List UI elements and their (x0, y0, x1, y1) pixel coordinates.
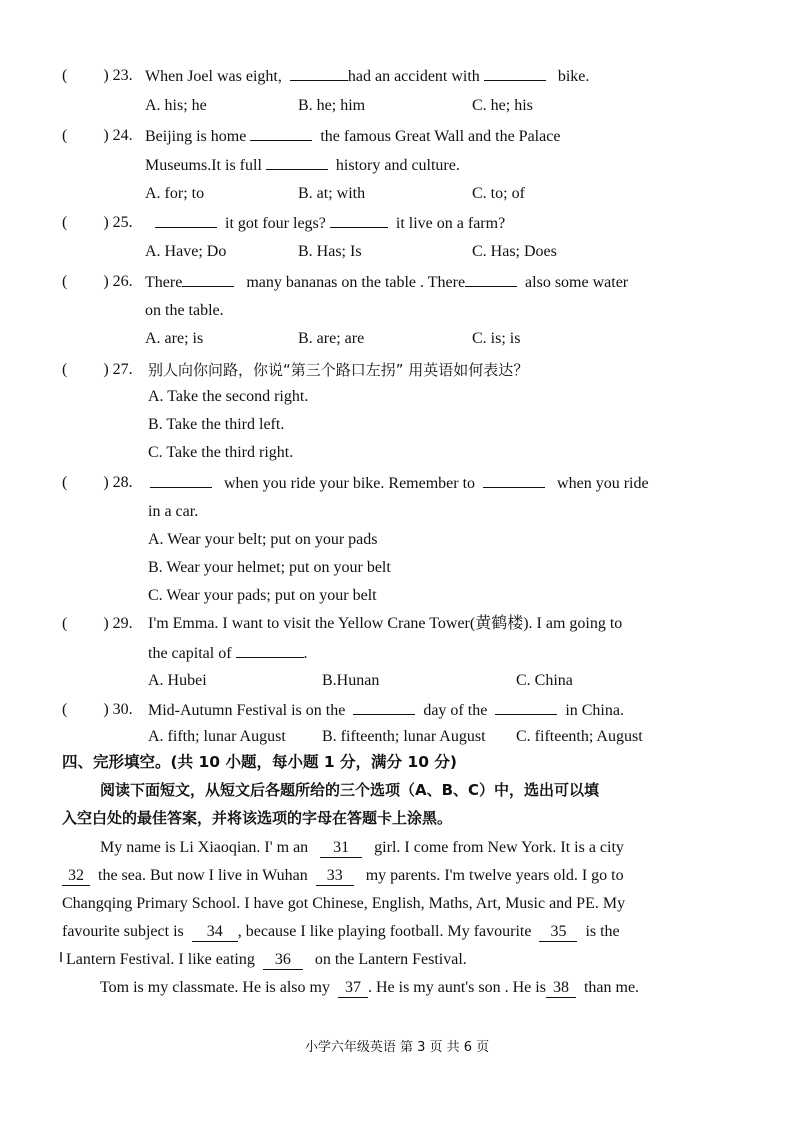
cloze-blank-37[interactable]: 37 (338, 979, 368, 998)
option-a[interactable]: A. Wear your belt; put on your pads (148, 531, 378, 548)
option-b[interactable]: B. are; are (298, 330, 365, 347)
option-c[interactable]: C. Wear your pads; put on your belt (148, 587, 377, 604)
blank[interactable] (290, 66, 348, 81)
cloze-blank-38[interactable]: 38 (546, 979, 576, 998)
option-b[interactable]: B. Wear your helmet; put on your belt (148, 559, 391, 576)
answer-paren-25[interactable]: ( ) 25. (62, 214, 133, 231)
cloze-blank-35[interactable]: 35 (539, 923, 577, 942)
question-26-stem-cont: on the table. (145, 302, 224, 319)
question-29-stem: I'm Emma. I want to visit the Yellow Crane Tower(黄鹤楼). I am going to (148, 615, 623, 632)
question-26-stem: There many bananas on the table . There also some water (145, 274, 629, 291)
passage-line-2: 32 the sea. But now I live in Wuhan 33 my parents. I'm twelve years old. I go to (62, 866, 624, 886)
option-a[interactable]: A. his; he (145, 97, 207, 114)
section-heading: 四、完形填空。(共 10 小题，每小题 1 分，满分 10 分) (62, 753, 457, 771)
question-29-stem-cont: the capital of . (148, 645, 308, 662)
passage-line-3: Changqing Primary School. I have got Chinese, English, Maths, Art, Music and PE. My (62, 895, 626, 912)
cloze-blank-33[interactable]: 33 (316, 867, 354, 886)
passage-line-5: Lantern Festival. I like eating 36 on the Lantern Festival. (66, 951, 467, 968)
answer-paren-23[interactable]: ( ) 23. (62, 67, 133, 84)
option-a[interactable]: A. are; is (145, 330, 204, 347)
question-30-stem: Mid-Autumn Festival is on the day of the in China. (148, 702, 624, 719)
answer-paren-26[interactable]: ( ) 26. (62, 273, 133, 290)
option-b[interactable]: B. at; with (298, 185, 366, 202)
blank[interactable] (150, 473, 212, 488)
option-b[interactable]: B.Hunan (322, 672, 380, 689)
option-b[interactable]: B. Has; Is (298, 243, 362, 260)
option-a[interactable]: A. Take the second right. (148, 388, 309, 405)
blank[interactable] (483, 473, 545, 488)
option-c[interactable]: C. China (516, 672, 573, 689)
blank[interactable] (495, 700, 557, 715)
question-24-stem-cont: Museums.It is full history and culture. (145, 157, 460, 174)
option-b[interactable]: B. he; him (298, 97, 366, 114)
option-c[interactable]: C. fifteenth; August (516, 728, 643, 745)
option-c[interactable]: C. Has; Does (472, 243, 557, 260)
question-28-stem-cont: in a car. (148, 503, 199, 520)
option-c[interactable]: C. he; his (472, 97, 533, 114)
passage-line-6: Tom is my classmate. He is also my 37 . He is my aunt's son . He is 38 than me. (100, 979, 640, 996)
blank[interactable] (266, 155, 328, 170)
blank[interactable] (250, 126, 312, 141)
answer-paren-28[interactable]: ( ) 28. (62, 474, 133, 491)
cloze-blank-36[interactable]: 36 (263, 951, 303, 970)
cloze-blank-34[interactable]: 34 (192, 923, 238, 942)
margin-mark (60, 952, 62, 962)
blank[interactable] (155, 213, 217, 228)
blank[interactable] (353, 700, 415, 715)
passage-line-4: favourite subject is 34 , because I like playing football. My favourite 35 is the (62, 923, 620, 940)
answer-paren-27[interactable]: ( ) 27. (62, 361, 133, 378)
blank[interactable] (330, 213, 388, 228)
blank[interactable] (182, 272, 234, 287)
option-c[interactable]: C. to; of (472, 185, 525, 202)
passage-line-1: My name is Li Xiaoqian. I' m an 31 girl. I come from New York. It is a city (100, 839, 624, 856)
page-footer: 小学六年级英语 第 3 页 共 6 页 (304, 1040, 490, 1055)
option-a[interactable]: A. Have; Do (145, 243, 227, 260)
blank[interactable] (484, 66, 546, 81)
question-25-stem: it got four legs? it live on a farm? (145, 213, 505, 234)
question-24-stem: Beijing is home the famous Great Wall and the Palace (145, 128, 561, 145)
option-b[interactable]: B. Take the third left. (148, 416, 285, 433)
question-27-stem: 别人向你问路，你说“第三个路口左拐” 用英语如何表达？ (148, 361, 529, 379)
option-a[interactable]: A. for; to (145, 185, 205, 202)
question-28-stem: when you ride your bike. Remember to when you ride (148, 473, 649, 494)
option-a[interactable]: A. Hubei (148, 672, 207, 689)
answer-paren-30[interactable]: ( ) 30. (62, 701, 133, 718)
blank[interactable] (236, 643, 304, 658)
answer-paren-29[interactable]: ( ) 29. (62, 615, 133, 632)
section-instructions: 阅读下面短文，从短文后各题所给的三个选项（A、B、C）中，选出可以填 (100, 781, 600, 799)
option-a[interactable]: A. fifth; lunar August (148, 728, 286, 745)
question-23-stem: When Joel was eight, had an accident with bike. (145, 68, 590, 85)
answer-paren-24[interactable]: ( ) 24. (62, 127, 133, 144)
option-c[interactable]: C. is; is (472, 330, 521, 347)
option-c[interactable]: C. Take the third right. (148, 444, 294, 461)
option-b[interactable]: B. fifteenth; lunar August (322, 728, 486, 745)
blank[interactable] (465, 272, 517, 287)
section-instructions-cont: 入空白处的最佳答案，并将该选项的字母在答题卡上涂黑。 (62, 809, 453, 827)
cloze-blank-32[interactable]: 32 (62, 867, 90, 886)
cloze-blank-31[interactable]: 31 (320, 839, 362, 858)
